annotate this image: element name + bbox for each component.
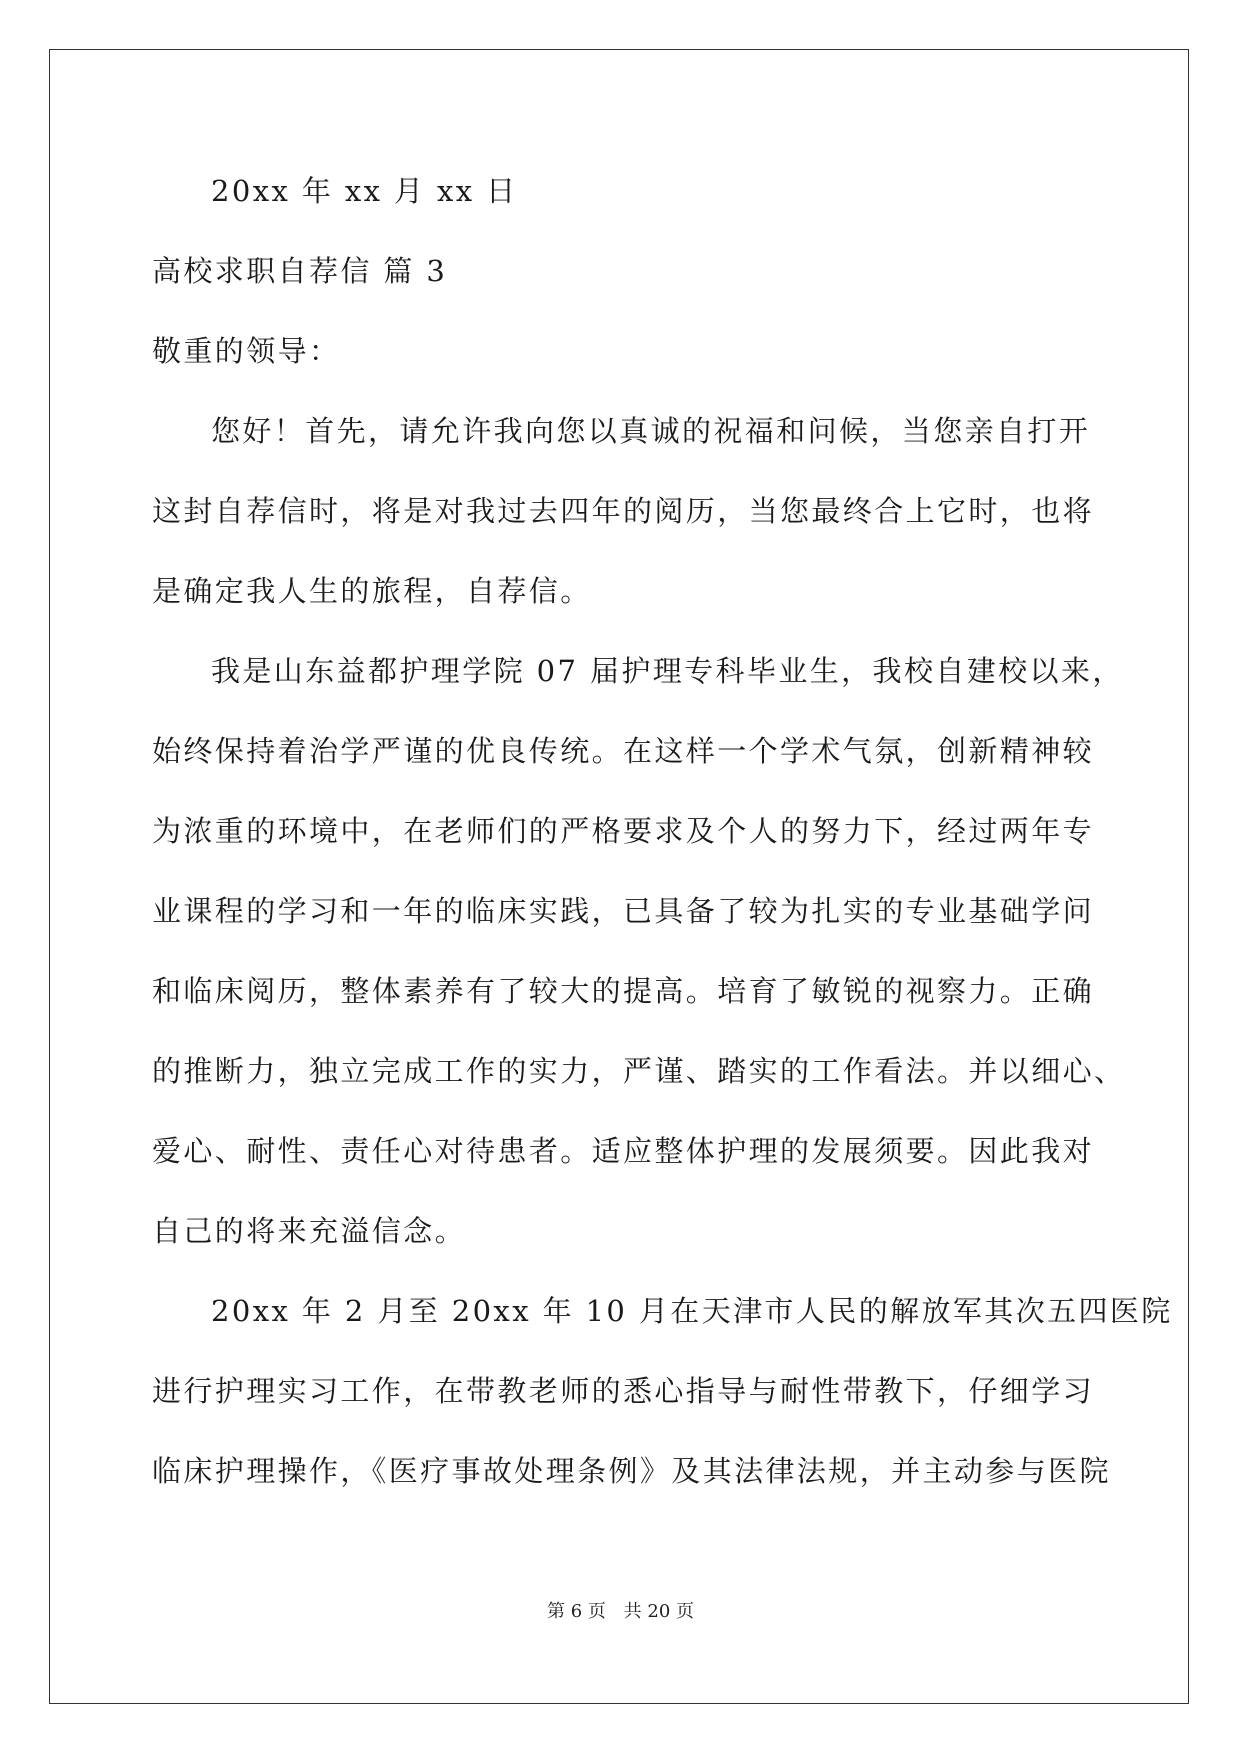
paragraph-line: 始终保持着治学严谨的优良传统。在这样一个学术气氛，创新精神较 bbox=[152, 734, 1095, 768]
paragraph-line: 为浓重的环境中，在老师们的严格要求及个人的努力下，经过两年专 bbox=[152, 814, 1095, 848]
total-pages: 共 20 页 bbox=[623, 1601, 694, 1622]
paragraph-line: 爱心、耐性、责任心对待患者。适应整体护理的发展须要。因此我对 bbox=[152, 1134, 1095, 1168]
date-line: 20xx 年 xx 月 xx 日 bbox=[211, 174, 518, 208]
salutation: 敬重的领导： bbox=[152, 334, 341, 368]
paragraph-line: 和临床阅历，整体素养有了较大的提高。培育了敏锐的视察力。正确 bbox=[152, 974, 1095, 1008]
page-footer bbox=[0, 1600, 1241, 1624]
paragraph-line: 进行护理实习工作，在带教老师的悉心指导与耐性带教下，仔细学习 bbox=[152, 1374, 1095, 1408]
paragraph-line: 的推断力，独立完成工作的实力，严谨、踏实的工作看法。并以细心、 bbox=[152, 1054, 1126, 1088]
paragraph-line: 临床护理操作，《医疗事故处理条例》及其法律法规，并主动参与医院 bbox=[152, 1454, 1111, 1488]
paragraph-line: 20xx 年 2 月至 20xx 年 10 月在天津市人民的解放军其次五四医院 bbox=[211, 1294, 1173, 1328]
section-title: 高校求职自荐信 篇 3 bbox=[152, 254, 448, 288]
paragraph-line: 我是山东益都护理学院 07 届护理专科毕业生，我校自建校以来， bbox=[211, 654, 1124, 688]
paragraph-line: 这封自荐信时，将是对我过去四年的阅历，当您最终合上它时，也将 bbox=[152, 494, 1095, 528]
paragraph-line: 业课程的学习和一年的临床实践，已具备了较为扎实的专业基础学问 bbox=[152, 894, 1095, 928]
paragraph-line: 自己的将来充溢信念。 bbox=[152, 1214, 467, 1248]
paragraph-line: 您好！首先，请允许我向您以真诚的祝福和问候，当您亲自打开 bbox=[211, 414, 1091, 448]
paragraph-line: 是确定我人生的旅程，自荐信。 bbox=[152, 574, 592, 608]
page-number: 第 6 页 bbox=[547, 1601, 606, 1622]
